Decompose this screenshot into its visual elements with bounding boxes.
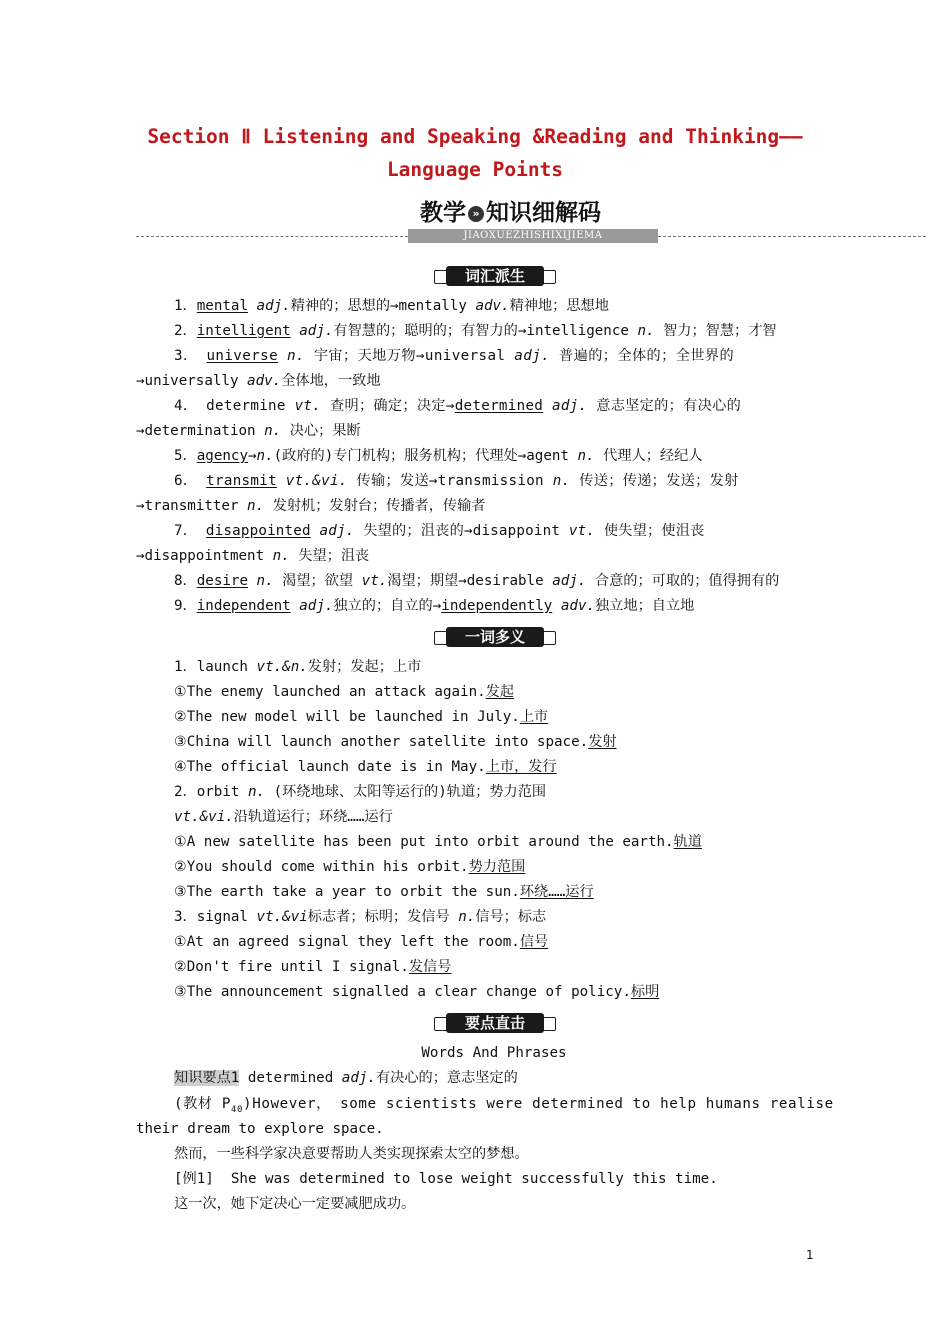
polysemy-launch-head: 1．launch vt.&n.发射；发起；上市 bbox=[174, 659, 422, 675]
polysemy-orbit-head: 2．orbit n. (环绕地球、太阳等运行的)轨道；势力范围 bbox=[174, 784, 547, 800]
polysemy-orbit-example-2: ②You should come within his orbit.势力范围 bbox=[174, 859, 526, 875]
example-1-translation: 这一次，她下定决心一定要减肥成功。 bbox=[174, 1196, 416, 1212]
polysemy-launch-example-3: ③China will launch another satellite into space.发射 bbox=[174, 734, 617, 750]
derivation-item-1: 1．mental adj.精神的；思想的→mentally adv.精神地；思想地 bbox=[174, 298, 609, 314]
derivation-item-7: 7． disappointed adj. 失望的；沮丧的→disappoint vt. 使失望；使沮丧 bbox=[174, 523, 705, 539]
banner-title bbox=[420, 198, 660, 228]
banner-dashed-rule-left bbox=[136, 236, 408, 237]
polysemy-launch-example-2: ②The new model will be launched in July.上市 bbox=[174, 709, 549, 725]
polysemy-launch-example-4: ④The official launch date is in May.上市，发行 bbox=[174, 759, 557, 775]
polysemy-orbit-example-1: ①A new satellite has been put into orbit around the earth.轨道 bbox=[174, 834, 702, 850]
derivation-item-3: 3． universe n. 宇宙；天地万物→universal adj. 普遍的；全体的；全世界的 bbox=[174, 348, 735, 364]
banner-title-left: 教学 bbox=[420, 200, 466, 226]
banner-pinyin: JIAOXUEZHISHIXIJIEMA bbox=[408, 229, 658, 243]
section-heading-keypoints bbox=[0, 1011, 950, 1033]
section-heading-polysemy bbox=[0, 625, 950, 647]
polysemy-orbit-example-3: ③The earth take a year to orbit the sun.环绕……运行 bbox=[174, 884, 594, 900]
words-and-phrases-heading: Words And Phrases bbox=[421, 1045, 567, 1061]
banner-title-right: 知识细解码 bbox=[486, 200, 601, 226]
page-title-line2: Language Points bbox=[386, 158, 564, 181]
section-heading-derivation bbox=[0, 264, 950, 286]
polysemy-orbit-head-2: vt.&vi.沿轨道运行；环绕……运行 bbox=[174, 809, 393, 825]
derivation-item-4: 4． determine vt. 查明；确定；决定→determined adj. 意志坚定的；有决心的 bbox=[174, 398, 742, 414]
derivation-item-7-cont: →disappointment n. 失望；沮丧 bbox=[136, 548, 370, 564]
knowledge-point-1: 知识要点1 determined adj.有决心的；意志坚定的 bbox=[174, 1070, 518, 1086]
derivation-item-8: 8．desire n. 渴望；欲望 vt.渴望；期望→desirable adj. 合意的；可取的；值得拥有的 bbox=[174, 573, 780, 589]
derivation-item-2: 2．intelligent adj.有智慧的；聪明的；有智力的→intelligence n. 智力；智慧；才智 bbox=[174, 323, 777, 339]
section-heading-keypoints-label: 要点直击 bbox=[464, 1014, 525, 1032]
textbook-quote: (教材 $P_{40})However$， some scientists were determined to help humans realise bbox=[174, 1096, 834, 1115]
derivation-item-6-cont: →transmitter n. 发射机；发射台；传播者，传输者 bbox=[136, 498, 486, 514]
section-heading-derivation-label: 词汇派生 bbox=[464, 267, 525, 285]
knowledge-point-tag: 知识要点1 bbox=[174, 1070, 240, 1086]
polysemy-launch-example-1: ①The enemy launched an attack again.发起 bbox=[174, 684, 515, 700]
polysemy-signal-example-2: ②Don't fire until I signal.发信号 bbox=[174, 959, 452, 975]
derivation-item-5: 5．agency→n.(政府的)专门机构；服务机构；代理处→agent n. 代理人；经纪人 bbox=[174, 448, 703, 464]
derivation-item-9: 9．independent adj.独立的；自立的→independently adv.独立地；自立地 bbox=[174, 598, 695, 614]
textbook-quote-cont: their dream to explore space. bbox=[136, 1121, 384, 1137]
polysemy-signal-example-1: ①At an agreed signal they left the room.信号 bbox=[174, 934, 549, 950]
derivation-item-4-cont: →determination n. 决心；果断 bbox=[136, 423, 361, 439]
page-number: 1 bbox=[806, 1248, 814, 1262]
banner-dashed-rule-right bbox=[658, 236, 926, 237]
section-heading-polysemy-label: 一词多义 bbox=[464, 628, 525, 646]
derivation-item-3-cont: →universally adv.全体地，一致地 bbox=[136, 373, 381, 389]
page-title-line1: Section Ⅱ Listening and Speaking &Reading and Thinking—— bbox=[147, 125, 803, 148]
textbook-quote-translation: 然而，一些科学家决意要帮助人类实现探索太空的梦想。 bbox=[174, 1146, 529, 1162]
polysemy-signal-example-3: ③The announcement signalled a clear change of policy.标明 bbox=[174, 984, 660, 1000]
polysemy-signal-head: 3．signal vt.&vi标志者；标明；发信号 n.信号；标志 bbox=[174, 909, 547, 925]
example-1: [例1] She was determined to lose weight successfully this time. bbox=[174, 1171, 718, 1187]
chevron-right-icon: » bbox=[468, 206, 484, 222]
derivation-item-6: 6． transmit vt.&vi. 传输；发送→transmission n. 传送；传递；发送；发射 bbox=[174, 473, 739, 489]
section-banner bbox=[0, 196, 950, 246]
